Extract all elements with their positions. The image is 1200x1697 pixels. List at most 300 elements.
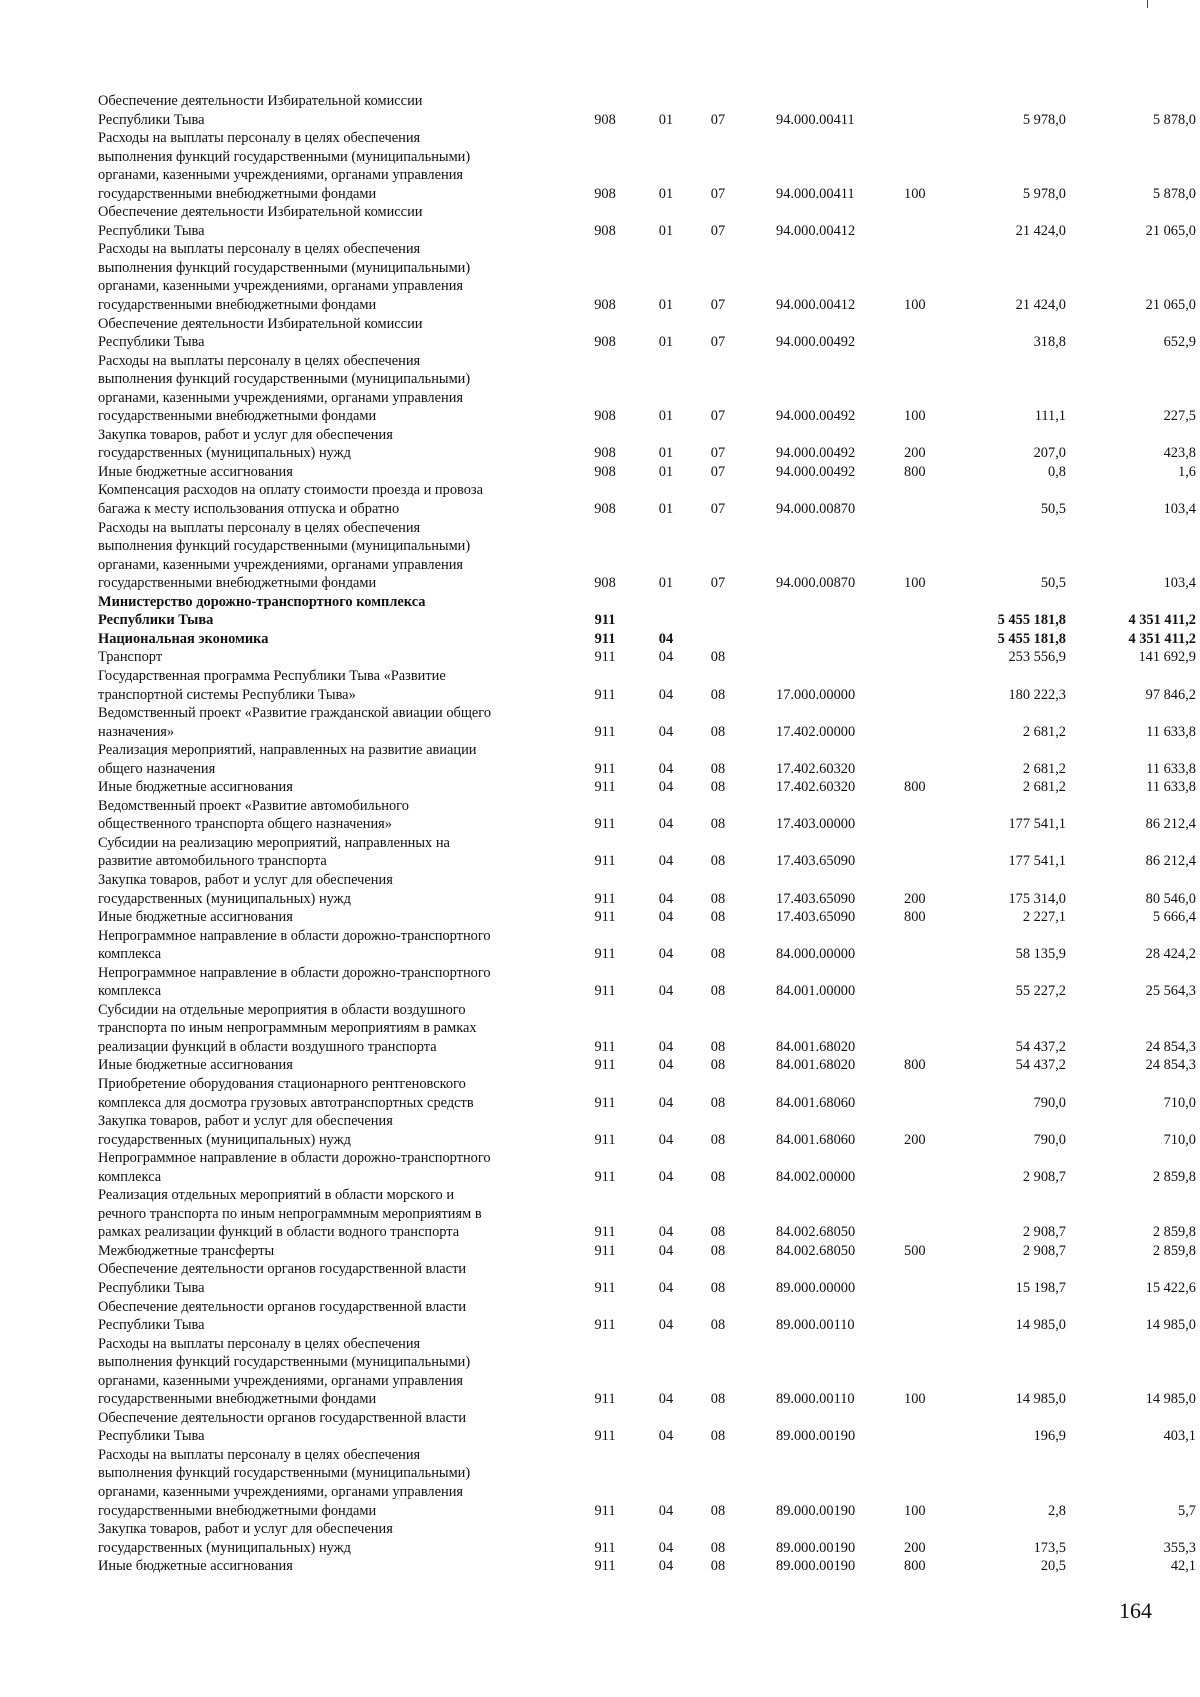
- section-code: 01: [658, 185, 674, 202]
- row-name: Транспорт: [98, 649, 163, 666]
- section-code: 04: [658, 1391, 674, 1408]
- subsection-code: 07: [710, 445, 726, 462]
- subsection-code: 08: [710, 1224, 726, 1241]
- section-code: 04: [658, 1038, 674, 1055]
- admin-code: 911: [594, 1242, 616, 1259]
- row-name: Расходы на выплаты персоналу в целях обеспечения выполнения функций государственными (муниципальными) органами, казенными учреждениями, органами управления государственными внебюджетными фондами: [98, 519, 471, 592]
- amount-year-1: 0,8: [1048, 463, 1066, 480]
- table-row: [98, 1260, 1196, 1297]
- target-article-code: 89.000.00190: [776, 1558, 856, 1575]
- admin-code: 911: [594, 1317, 616, 1334]
- subsection-code: 08: [710, 1502, 726, 1519]
- section-code: 04: [658, 1539, 674, 1556]
- section-code: 01: [658, 575, 674, 592]
- subsection-code: 08: [710, 723, 726, 740]
- target-article-code: 94.000.00870: [776, 575, 856, 592]
- subsection-code: 07: [710, 297, 726, 314]
- amount-year-1: 180 222,3: [1008, 686, 1066, 703]
- table-row: [98, 1242, 1196, 1261]
- amount-year-1: 21 424,0: [1015, 297, 1066, 314]
- section-code: 01: [658, 334, 674, 351]
- subsection-code: 07: [710, 575, 726, 592]
- table-row: [98, 1520, 1196, 1557]
- amount-year-1: 50,5: [1040, 575, 1066, 592]
- row-name: Иные бюджетные ассигнования: [98, 1558, 293, 1575]
- amount-year-2: 141 692,9: [1138, 649, 1196, 666]
- section-code: 01: [658, 445, 674, 462]
- subsection-code: 08: [710, 686, 726, 703]
- section-code: 04: [658, 1242, 674, 1259]
- row-name: Государственная программа Республики Тыва «Развитие транспортной системы Республики Тыва»: [98, 667, 446, 703]
- row-name: Расходы на выплаты персоналу в целях обеспечения выполнения функций государственными (муниципальными) органами, казенными учреждениями, органами управления государственными внебюджетными фондами: [98, 241, 471, 314]
- subsection-code: 07: [710, 222, 726, 239]
- amount-year-2: 103,4: [1163, 501, 1196, 518]
- admin-code: 911: [594, 1539, 616, 1556]
- amount-year-1: 20,5: [1040, 1558, 1066, 1575]
- section-code: 04: [658, 909, 674, 926]
- section-code: 04: [658, 760, 674, 777]
- section-code: 01: [658, 408, 674, 425]
- target-article-code: 94.000.00870: [776, 501, 856, 518]
- subsection-code: 08: [710, 890, 726, 907]
- subsection-code: 08: [710, 779, 726, 796]
- amount-year-1: 196,9: [1033, 1428, 1066, 1445]
- target-article-code: 84.002.68050: [776, 1224, 856, 1241]
- amount-year-1: 790,0: [1033, 1094, 1066, 1111]
- amount-year-2: 5 878,0: [1152, 111, 1196, 128]
- section-code: 01: [658, 297, 674, 314]
- section-code: 04: [658, 779, 674, 796]
- amount-year-1: 2 681,2: [1022, 779, 1066, 796]
- table-row: [98, 352, 1196, 426]
- target-article-code: 89.000.00000: [776, 1280, 856, 1296]
- row-name: Субсидии на отдельные мероприятия в области воздушного транспорта по иным непрограммным мероприятиям в рамках реализации функций в области воздушного транспорта: [98, 1001, 477, 1055]
- row-name: Компенсация расходов на оплату стоимости проезда и провоза багажа к месту использования отпуска и обратно: [98, 482, 483, 518]
- subsection-code: 07: [710, 334, 726, 351]
- subsection-code: 08: [710, 983, 726, 1000]
- table-row: [98, 463, 1196, 482]
- row-name: Приобретение оборудования стационарного рентгеновского комплекса для досмотра грузовых автотранспортных средств: [98, 1075, 474, 1111]
- table-row: [98, 778, 1196, 797]
- amount-year-1: 2 681,2: [1022, 760, 1066, 777]
- row-name: Реализация отдельных мероприятий в области морского и речного транспорта по иным непрограммным мероприятиям в рамках реализации функций в области водного транспорта: [98, 1187, 482, 1241]
- table-row: [98, 834, 1196, 871]
- subsection-code: 07: [710, 111, 726, 128]
- row-name: Субсидии на реализацию мероприятий, направленных на развитие автомобильного транспорта: [98, 834, 450, 870]
- amount-year-1: 173,5: [1033, 1539, 1066, 1556]
- section-code: 04: [658, 630, 674, 647]
- admin-code: 908: [594, 408, 616, 425]
- amount-year-1: 2 908,7: [1022, 1224, 1066, 1241]
- amount-year-2: 14 985,0: [1145, 1391, 1196, 1408]
- admin-code: 911: [594, 630, 616, 647]
- target-article-code: 84.002.00000: [776, 1168, 856, 1185]
- amount-year-1: 177 541,1: [1008, 853, 1066, 870]
- admin-code: 911: [594, 1224, 616, 1241]
- target-article-code: 89.000.00190: [776, 1502, 856, 1519]
- amount-year-2: 11 633,8: [1146, 779, 1196, 796]
- amount-year-2: 227,5: [1163, 408, 1196, 425]
- expense-type-code: 500: [904, 1242, 926, 1259]
- admin-code: 908: [594, 222, 616, 239]
- amount-year-1: 177 541,1: [1008, 816, 1066, 833]
- row-name: Министерство дорожно-транспортного комплекса Республики Тыва: [98, 593, 426, 629]
- amount-year-1: 58 135,9: [1015, 946, 1066, 963]
- admin-code: 908: [594, 111, 616, 128]
- subsection-code: 08: [710, 760, 726, 777]
- subsection-code: 08: [710, 1242, 726, 1259]
- amount-year-1: 5 978,0: [1022, 111, 1066, 128]
- admin-code: 911: [594, 816, 616, 833]
- subsection-code: 07: [710, 463, 726, 480]
- target-article-code: 17.402.00000: [776, 723, 856, 740]
- row-name: Расходы на выплаты персоналу в целях обеспечения выполнения функций государственными (муниципальными) органами, казенными учреждениями, органами управления государственными внебюджетными фондами: [98, 1446, 471, 1519]
- target-article-code: 94.000.00412: [776, 297, 856, 314]
- amount-year-2: 80 546,0: [1145, 890, 1196, 907]
- target-article-code: 17.403.65090: [776, 853, 856, 870]
- table-row: [98, 741, 1196, 778]
- section-code: 04: [658, 1502, 674, 1519]
- expense-type-code: 100: [904, 1502, 926, 1519]
- target-article-code: 84.002.68050: [776, 1242, 856, 1259]
- subsection-code: 08: [710, 816, 726, 833]
- subsection-code: 08: [710, 1131, 726, 1148]
- target-article-code: 17.403.65090: [776, 890, 856, 907]
- table-row: [98, 630, 1196, 649]
- target-article-code: 84.001.68020: [776, 1038, 856, 1055]
- admin-code: 911: [594, 779, 616, 796]
- expense-type-code: 200: [904, 445, 926, 462]
- admin-code: 908: [594, 297, 616, 314]
- table-row: [98, 871, 1196, 908]
- target-article-code: 89.000.00110: [776, 1317, 855, 1334]
- expense-type-code: 100: [904, 1391, 926, 1408]
- admin-code: 911: [594, 1168, 616, 1185]
- amount-year-2: 652,9: [1163, 334, 1196, 351]
- admin-code: 908: [594, 575, 616, 592]
- subsection-code: 07: [710, 501, 726, 518]
- target-article-code: 84.000.00000: [776, 946, 856, 963]
- row-name: Реализация мероприятий, направленных на развитие авиации общего назначения: [98, 742, 477, 777]
- expense-type-code: 100: [904, 185, 926, 202]
- table-row: [98, 481, 1196, 518]
- target-article-code: 89.000.00190: [776, 1428, 856, 1445]
- table-row: [98, 1001, 1196, 1057]
- amount-year-1: 2 908,7: [1022, 1168, 1066, 1185]
- section-code: 04: [658, 1094, 674, 1111]
- table-row: [98, 1075, 1196, 1112]
- target-article-code: 17.403.00000: [776, 816, 856, 833]
- admin-code: 911: [594, 946, 616, 963]
- row-name: Межбюджетные трансферты: [98, 1242, 275, 1259]
- expense-type-code: 800: [904, 463, 926, 480]
- amount-year-2: 11 633,8: [1146, 723, 1196, 740]
- target-article-code: 84.001.68060: [776, 1131, 856, 1148]
- section-code: 04: [658, 649, 674, 666]
- section-code: 04: [658, 723, 674, 740]
- amount-year-2: 24 854,3: [1145, 1057, 1196, 1074]
- subsection-code: 08: [710, 1391, 726, 1408]
- section-code: 04: [658, 1280, 674, 1296]
- table-row: [98, 648, 1196, 667]
- admin-code: 911: [594, 1428, 616, 1445]
- row-name: Обеспечение деятельности Избирательной комиссии Республики Тыва: [98, 204, 423, 239]
- subsection-code: 08: [710, 1038, 726, 1055]
- row-name: Ведомственный проект «Развитие автомобильного общественного транспорта общего назначения»: [98, 797, 409, 833]
- amount-year-2: 11 633,8: [1146, 760, 1196, 777]
- section-code: 04: [658, 946, 674, 963]
- page-number: 164: [1119, 1598, 1152, 1623]
- admin-code: 911: [594, 1391, 616, 1408]
- amount-year-2: 21 065,0: [1145, 297, 1196, 314]
- amount-year-1: 253 556,9: [1008, 649, 1066, 666]
- amount-year-2: 710,0: [1163, 1094, 1196, 1111]
- table-row: [98, 129, 1196, 203]
- table-row: [98, 1446, 1196, 1520]
- table-row: [98, 240, 1196, 314]
- subsection-code: 08: [710, 1168, 726, 1185]
- row-name: Иные бюджетные ассигнования: [98, 463, 293, 480]
- target-article-code: 94.000.00492: [776, 445, 856, 462]
- row-name: Ведомственный проект «Развитие гражданской авиации общего назначения»: [98, 705, 492, 740]
- target-article-code: 17.403.65090: [776, 909, 856, 926]
- row-name: Иные бюджетные ассигнования: [98, 909, 293, 926]
- admin-code: 908: [594, 445, 616, 462]
- amount-year-2: 355,3: [1163, 1539, 1196, 1556]
- target-article-code: 17.000.00000: [776, 686, 856, 703]
- row-name: Расходы на выплаты персоналу в целях обеспечения выполнения функций государственными (муниципальными) органами, казенными учреждениями, органами управления государственными внебюджетными фондами: [98, 130, 471, 202]
- target-article-code: 17.402.60320: [776, 760, 856, 777]
- amount-year-2: 1,6: [1178, 463, 1196, 480]
- section-code: 04: [658, 853, 674, 870]
- admin-code: 911: [594, 853, 616, 870]
- row-name: Обеспечение деятельности органов государственной власти Республики Тыва: [98, 1261, 467, 1296]
- expense-type-code: 100: [904, 297, 926, 314]
- table-row: [98, 1056, 1196, 1075]
- amount-year-1: 21 424,0: [1015, 222, 1066, 239]
- row-name: Обеспечение деятельности Избирательной комиссии Республики Тыва: [98, 315, 423, 351]
- amount-year-2: 42,1: [1170, 1558, 1196, 1575]
- row-name: Закупка товаров, работ и услуг для обеспечения государственных (муниципальных) нужд: [98, 871, 393, 907]
- table-row: [98, 797, 1196, 834]
- target-article-code: 84.001.68060: [776, 1094, 856, 1111]
- subsection-code: 07: [710, 185, 726, 202]
- row-name: Расходы на выплаты персоналу в целях обеспечения выполнения функций государственными (муниципальными) органами, казенными учреждениями, органами управления государственными внебюджетными фондами: [98, 352, 471, 425]
- table-row: [98, 667, 1196, 704]
- section-code: 04: [658, 890, 674, 907]
- amount-year-1: 790,0: [1033, 1131, 1066, 1148]
- section-code: 04: [658, 1224, 674, 1241]
- expense-type-code: 200: [904, 1539, 926, 1556]
- amount-year-2: 423,8: [1163, 445, 1196, 462]
- amount-year-2: 4 351 411,2: [1128, 612, 1196, 629]
- table-row: [98, 92, 1196, 129]
- target-article-code: 89.000.00190: [776, 1539, 856, 1556]
- admin-code: 908: [594, 334, 616, 351]
- table-row: [98, 1112, 1196, 1149]
- row-name: Иные бюджетные ассигнования: [98, 779, 293, 796]
- amount-year-2: 25 564,3: [1145, 983, 1196, 1000]
- subsection-code: 08: [710, 1057, 726, 1074]
- table-row: [98, 315, 1196, 352]
- row-name: Обеспечение деятельности Избирательной комиссии Республики Тыва: [98, 93, 423, 128]
- table-row: [98, 1335, 1196, 1409]
- section-code: 04: [658, 1057, 674, 1074]
- subsection-code: 08: [710, 853, 726, 870]
- amount-year-2: 5 878,0: [1152, 185, 1196, 202]
- admin-code: 911: [594, 612, 616, 629]
- target-article-code: 84.001.68020: [776, 1057, 856, 1074]
- subsection-code: 08: [710, 1094, 726, 1111]
- table-row: [98, 1149, 1196, 1186]
- scan-edge-mark: [1147, 0, 1148, 8]
- table-row: [98, 1298, 1196, 1335]
- target-article-code: 89.000.00110: [776, 1391, 855, 1408]
- expense-type-code: 800: [904, 779, 926, 796]
- amount-year-1: 207,0: [1033, 445, 1066, 462]
- admin-code: 911: [594, 1094, 616, 1111]
- target-article-code: 94.000.00412: [776, 222, 856, 239]
- row-name: Закупка товаров, работ и услуг для обеспечения государственных (муниципальных) нужд: [98, 426, 393, 462]
- amount-year-1: 2 908,7: [1022, 1242, 1066, 1259]
- row-name: Непрограммное направление в области дорожно-транспортного комплекса: [98, 964, 491, 1000]
- amount-year-1: 111,1: [1034, 408, 1066, 425]
- section-code: 01: [658, 111, 674, 128]
- section-code: 01: [658, 222, 674, 239]
- row-name: Обеспечение деятельности органов государственной власти Республики Тыва: [98, 1409, 467, 1445]
- budget-table: [98, 92, 1196, 1576]
- target-article-code: 94.000.00411: [776, 111, 855, 128]
- amount-year-2: 710,0: [1163, 1131, 1196, 1148]
- target-article-code: 94.000.00411: [776, 185, 855, 202]
- amount-year-1: 5 455 181,8: [997, 612, 1066, 629]
- amount-year-1: 54 437,2: [1015, 1038, 1066, 1055]
- table-row: [98, 927, 1196, 964]
- row-name: Непрограммное направление в области дорожно-транспортного комплекса: [98, 1150, 491, 1185]
- amount-year-2: 103,4: [1163, 575, 1196, 592]
- admin-code: 911: [594, 909, 616, 926]
- amount-year-2: 21 065,0: [1145, 222, 1196, 239]
- table-row: [98, 1557, 1196, 1576]
- section-code: 01: [658, 501, 674, 518]
- admin-code: 908: [594, 463, 616, 480]
- admin-code: 911: [594, 760, 616, 777]
- amount-year-1: 55 227,2: [1015, 983, 1066, 1000]
- admin-code: 908: [594, 185, 616, 202]
- table-row: [98, 519, 1196, 593]
- table-row: [98, 908, 1196, 927]
- amount-year-1: 2,8: [1048, 1502, 1066, 1519]
- section-code: 04: [658, 816, 674, 833]
- amount-year-1: 14 985,0: [1015, 1391, 1066, 1408]
- subsection-code: 08: [710, 649, 726, 666]
- amount-year-1: 54 437,2: [1015, 1057, 1066, 1074]
- subsection-code: 08: [710, 946, 726, 963]
- target-article-code: 84.001.00000: [776, 983, 856, 1000]
- amount-year-2: 5 666,4: [1152, 909, 1196, 926]
- amount-year-1: 2 227,1: [1022, 909, 1066, 926]
- row-name: Закупка товаров, работ и услуг для обеспечения государственных (муниципальных) нужд: [98, 1521, 393, 1556]
- target-article-code: 94.000.00492: [776, 408, 856, 425]
- amount-year-2: 403,1: [1163, 1428, 1196, 1445]
- section-code: 04: [658, 1317, 674, 1334]
- amount-year-1: 5 455 181,8: [997, 630, 1066, 647]
- amount-year-2: 28 424,2: [1145, 946, 1196, 963]
- admin-code: 911: [594, 649, 616, 666]
- amount-year-1: 175 314,0: [1008, 890, 1066, 907]
- section-code: 04: [658, 983, 674, 1000]
- row-name: Иные бюджетные ассигнования: [98, 1057, 293, 1074]
- row-name: Обеспечение деятельности органов государственной власти Республики Тыва: [98, 1298, 467, 1334]
- expense-type-code: 200: [904, 1131, 926, 1148]
- amount-year-1: 5 978,0: [1022, 185, 1066, 202]
- subsection-code: 08: [710, 1428, 726, 1445]
- table-row: [98, 964, 1196, 1001]
- admin-code: 908: [594, 501, 616, 518]
- amount-year-2: 86 212,4: [1145, 816, 1196, 833]
- expense-type-code: 100: [904, 408, 926, 425]
- amount-year-2: 15 422,6: [1145, 1280, 1196, 1296]
- section-code: 04: [658, 1558, 674, 1575]
- subsection-code: 08: [710, 1539, 726, 1556]
- amount-year-2: 14 985,0: [1145, 1317, 1196, 1334]
- table-row: [98, 1409, 1196, 1446]
- expense-type-code: 100: [904, 575, 926, 592]
- table-row: [98, 426, 1196, 463]
- row-name: Закупка товаров, работ и услуг для обеспечения государственных (муниципальных) нужд: [98, 1113, 393, 1148]
- subsection-code: 07: [710, 408, 726, 425]
- target-article-code: 94.000.00492: [776, 463, 856, 480]
- section-code: 04: [658, 1131, 674, 1148]
- amount-year-1: 15 198,7: [1015, 1280, 1066, 1296]
- row-name: Национальная экономика: [98, 630, 269, 647]
- row-name: Расходы на выплаты персоналу в целях обеспечения выполнения функций государственными (муниципальными) органами, казенными учреждениями, органами управления государственными внебюджетными фондами: [98, 1335, 471, 1408]
- table-row: [98, 593, 1196, 630]
- table-row: [98, 1186, 1196, 1242]
- amount-year-2: 2 859,8: [1152, 1168, 1196, 1185]
- admin-code: 911: [594, 1280, 616, 1296]
- amount-year-2: 97 846,2: [1145, 686, 1196, 703]
- admin-code: 911: [594, 1038, 616, 1055]
- admin-code: 911: [594, 890, 616, 907]
- amount-year-2: 4 351 411,2: [1128, 630, 1196, 647]
- amount-year-2: 2 859,8: [1152, 1242, 1196, 1259]
- table-row: [98, 203, 1196, 240]
- amount-year-2: 86 212,4: [1145, 853, 1196, 870]
- admin-code: 911: [594, 983, 616, 1000]
- table-row: [98, 704, 1196, 741]
- admin-code: 911: [594, 723, 616, 740]
- amount-year-1: 318,8: [1033, 334, 1066, 351]
- expense-type-code: 800: [904, 1558, 926, 1575]
- expense-type-code: 800: [904, 909, 926, 926]
- row-name: Непрограммное направление в области дорожно-транспортного комплекса: [98, 927, 491, 963]
- section-code: 01: [658, 463, 674, 480]
- amount-year-1: 14 985,0: [1015, 1317, 1066, 1334]
- admin-code: 911: [594, 1131, 616, 1148]
- amount-year-2: 24 854,3: [1145, 1038, 1196, 1055]
- amount-year-1: 50,5: [1040, 501, 1066, 518]
- target-article-code: 94.000.00492: [776, 334, 856, 351]
- amount-year-2: 5,7: [1178, 1502, 1196, 1519]
- admin-code: 911: [594, 1057, 616, 1074]
- amount-year-2: 2 859,8: [1152, 1224, 1196, 1241]
- section-code: 04: [658, 686, 674, 703]
- section-code: 04: [658, 1428, 674, 1445]
- amount-year-1: 2 681,2: [1022, 723, 1066, 740]
- subsection-code: 08: [710, 1317, 726, 1334]
- admin-code: 911: [594, 1502, 616, 1519]
